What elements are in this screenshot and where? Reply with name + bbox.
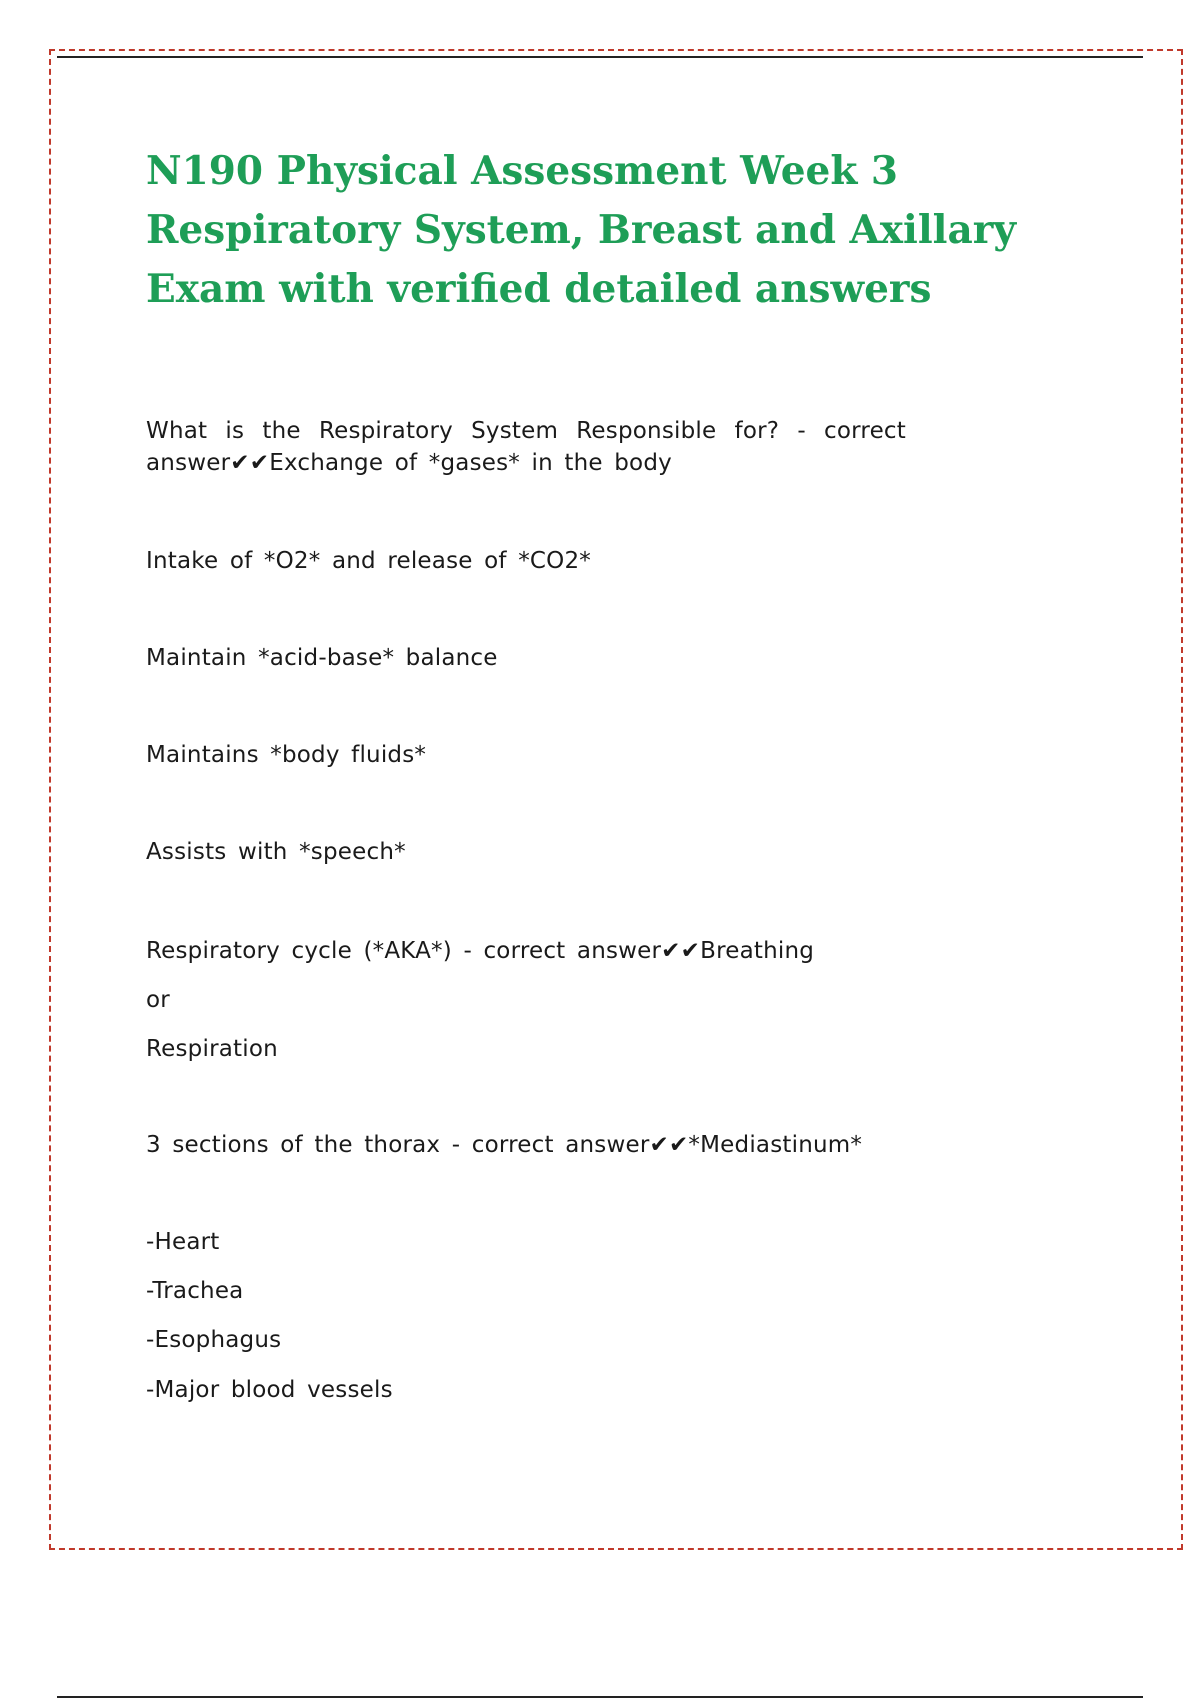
answer-line: Maintains *body fluids* [146,742,427,768]
qa-question-thorax-sections: 3 sections of the thorax - correct answer✔✔*Mediastinum* [146,1132,863,1158]
list-item: -Major blood vessels [146,1377,393,1403]
footer-rule [57,1696,1143,1698]
answer-line: Assists with *speech* [146,839,406,865]
document-title: N190 Physical Assessment Week 3 Respiratory System, Breast and Axillary Exam with verified detailed answers [146,148,1016,312]
qa-question-respiratory-function: What is the Respiratory System Responsible for? - correct answer✔✔Exchange of *gases* in the body [146,418,906,476]
header-rule [57,56,1143,58]
list-item: -Esophagus [146,1327,282,1353]
answer-line: Maintain *acid-base* balance [146,645,498,671]
answer-line: or [146,987,170,1013]
answer-line: Intake of *O2* and release of *CO2* [146,548,591,574]
list-item: -Trachea [146,1278,244,1304]
qa-question-respiratory-cycle: Respiratory cycle (*AKA*) - correct answer✔✔Breathing [146,938,815,964]
answer-line: Respiration [146,1036,278,1062]
list-item: -Heart [146,1229,220,1255]
